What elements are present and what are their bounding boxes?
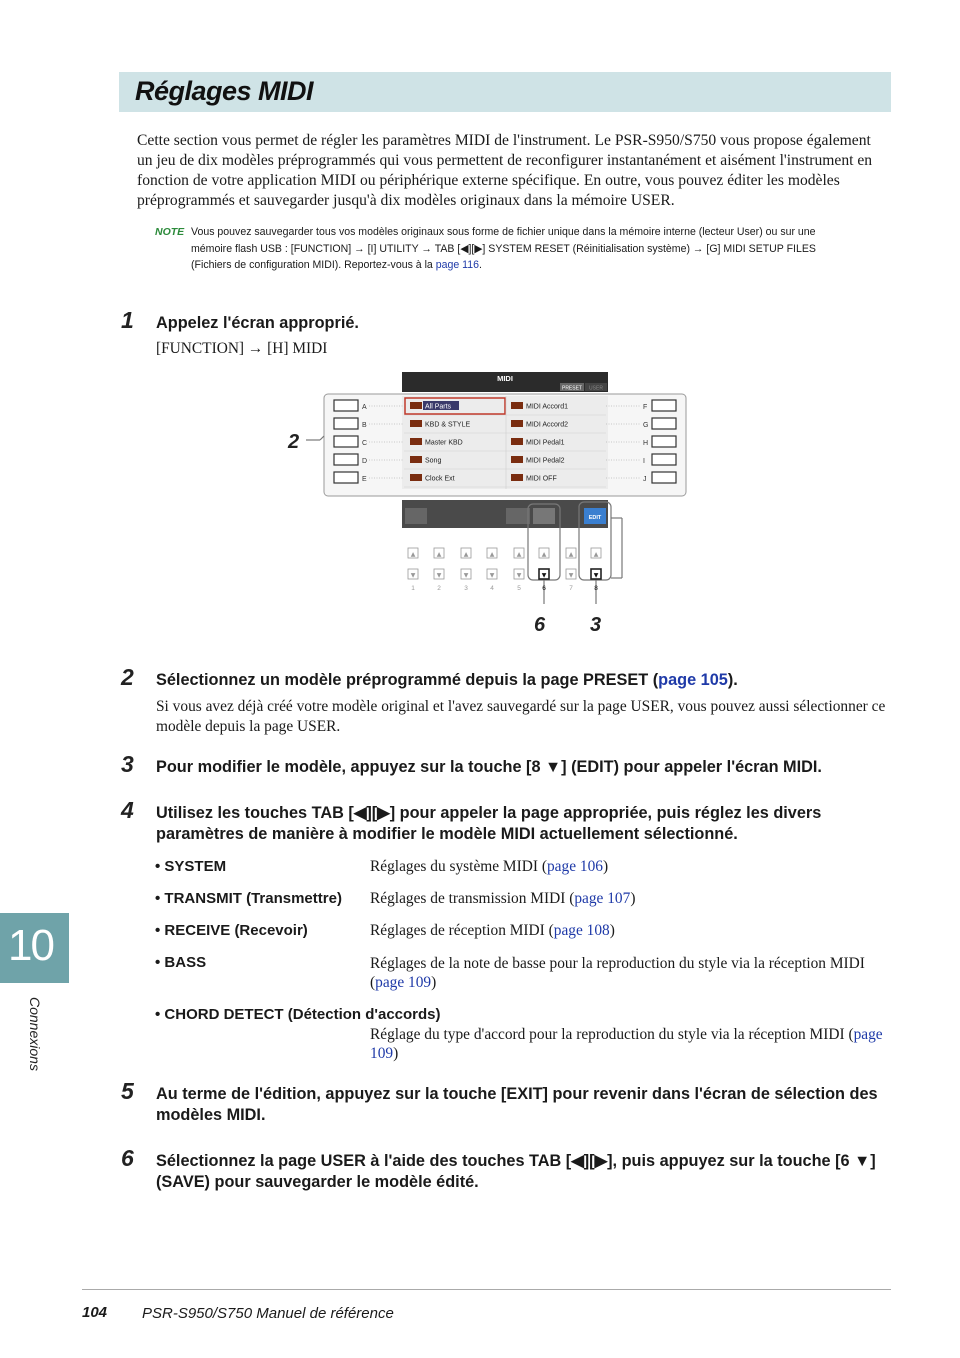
param-transmit-link[interactable]: page 107	[574, 890, 631, 907]
tab-preset-label: PRESET	[561, 385, 583, 392]
midi-icon	[511, 420, 523, 427]
param-chord-end: )	[393, 1045, 399, 1062]
step-2-page-link[interactable]: page 105	[658, 671, 728, 689]
chapter-name: Connexions	[27, 997, 43, 1071]
step-6-number: 6	[121, 1145, 134, 1171]
button-number-2: 2	[437, 585, 441, 592]
letter-g: G	[643, 422, 649, 429]
save-slot	[533, 508, 555, 524]
letter-f: F	[643, 404, 648, 411]
step-2-number: 2	[121, 664, 134, 690]
step-1-heading: Appelez l'écran approprié.	[156, 314, 359, 332]
letter-a: A	[362, 404, 367, 411]
preset-item-right-1: MIDI Accord1	[526, 403, 569, 411]
midi-screen-diagram	[280, 366, 700, 638]
bottom-slot-5	[506, 508, 530, 524]
edit-label: EDIT	[588, 515, 602, 521]
preset-item-left-1: All Parts	[425, 403, 452, 411]
screen-button-j	[652, 472, 676, 483]
letter-i: I	[643, 458, 645, 465]
down-arrow-icon: ▼	[541, 572, 547, 579]
intro-paragraph: Cette section vous permet de régler les paramètres MIDI de l'instrument. Le PSR-S950/S750 vous propose également un jeu de dix modèles préprogrammés qui vous permettent de reconfigurer instantanément et aisément l'instrument en fonction de votre application MIDI ou périphérique externe spécifique. En outre, vous pouvez éditer les modèles préprogrammés et sauvegarder jusqu'à dix modèles originaux dans la mémoire USER.	[137, 132, 873, 209]
preset-item-right-4: MIDI Pedal2	[526, 457, 565, 465]
preset-item-left-5: Clock Ext	[425, 475, 455, 483]
param-system-text: Réglages du système MIDI (	[370, 858, 547, 875]
param-chord-link[interactable]: page 109	[370, 1026, 883, 1062]
letter-j: J	[643, 476, 647, 483]
down-arrow-icon: ▼	[489, 572, 495, 579]
down-arrow-icon: ▼	[436, 572, 442, 579]
down-arrow-icon: ▼	[568, 572, 574, 579]
screen-button-d	[334, 454, 358, 465]
preset-item-right-2: MIDI Accord2	[526, 421, 569, 429]
param-system-label: • SYSTEM	[155, 858, 227, 875]
chapter-number: 10	[8, 921, 53, 970]
param-bass-end: )	[431, 974, 437, 991]
footer-title: PSR-S950/S750 Manuel de référence	[142, 1305, 394, 1322]
step-5-number: 5	[121, 1078, 134, 1104]
button-number-8: 8	[594, 585, 598, 592]
midi-icon	[511, 456, 523, 463]
letter-d: D	[362, 458, 368, 465]
screen-button-f	[652, 400, 676, 411]
midi-icon	[511, 474, 523, 481]
param-bass-link[interactable]: page 109	[375, 974, 432, 991]
screen-bottom-bar	[402, 500, 608, 528]
letter-h: H	[643, 440, 649, 447]
midi-icon	[410, 456, 422, 463]
screen-button-h	[652, 436, 676, 447]
param-chord-desc	[370, 1025, 890, 1063]
screen-button-b	[334, 418, 358, 429]
up-arrow-icon: ▲	[541, 551, 547, 558]
screen-button-g	[652, 418, 676, 429]
page-title: Réglages MIDI	[135, 76, 314, 106]
step-1-number: 1	[121, 307, 134, 333]
midi-icon	[410, 420, 422, 427]
step-2-body: Si vous avez déjà créé votre modèle original et l'avez sauvegardé sur la page USER, vous pouvez aussi sélectionner ce modèle depuis la page USER.	[156, 698, 886, 735]
button-number-3: 3	[464, 585, 468, 592]
step-2-heading-end: ).	[727, 671, 738, 689]
callout-3: 3	[590, 614, 602, 636]
screen-title: MIDI	[497, 374, 513, 383]
param-receive-label: • RECEIVE (Recevoir)	[155, 922, 308, 939]
tab-user-label: USER	[589, 385, 603, 392]
note-page-link[interactable]: page 116	[435, 259, 480, 271]
down-arrow-icon: ▼	[516, 572, 522, 579]
note-text: Vous pouvez sauvegarder tous vos modèles originaux sous forme de fichier unique dans la mémoire interne (lecteur User) ou sur une mémoire flash USB : [FUNCTION] → [I] UTILITY → TAB [◀][▶] SYSTEM RESET (Réinitialisation système) → [G] MIDI SETUP FILES (Fichiers de configuration MIDI). Reportez-vous à la	[191, 226, 816, 271]
midi-icon	[410, 474, 422, 481]
screen-button-a	[334, 400, 358, 411]
preset-item-right-3: MIDI Pedal1	[526, 439, 565, 447]
screen-button-c	[334, 436, 358, 447]
footer-page-number: 104	[82, 1304, 108, 1321]
step-4-number: 4	[121, 797, 134, 823]
midi-icon	[410, 438, 422, 445]
preset-item-right-5: MIDI OFF	[526, 475, 557, 483]
preset-item-left-4: Song	[425, 457, 442, 465]
footer-rule	[82, 1289, 891, 1290]
down-arrow-icon: ▼	[463, 572, 469, 579]
step-2-heading	[156, 670, 886, 691]
param-bass-desc	[370, 954, 890, 992]
param-chord-text: Réglage du type d'accord pour la reproduction du style via la réception MIDI (	[370, 1026, 854, 1043]
preset-item-left-2: KBD & STYLE	[425, 421, 471, 429]
param-chord-label: • CHORD DETECT (Détection d'accords)	[155, 1006, 441, 1023]
up-arrow-icon: ▲	[593, 551, 599, 558]
up-arrow-icon: ▲	[410, 551, 416, 558]
step-4-heading: Utilisez les touches TAB [◀][▶] pour appeler la page appropriée, puis réglez les divers paramètres de manière à modifier le modèle MIDI actuellement sélectionné.	[156, 804, 822, 843]
step-5-heading: Au terme de l'édition, appuyez sur la touche [EXIT] pour revenir dans l'écran de sélection des modèles MIDI.	[156, 1085, 878, 1124]
param-system-desc	[370, 857, 890, 876]
param-transmit-label: • TRANSMIT (Transmettre)	[155, 890, 342, 907]
button-number-1: 1	[411, 585, 415, 592]
preset-item-left-3: Master KBD	[425, 439, 463, 447]
up-arrow-icon: ▲	[568, 551, 574, 558]
button-number-6: 6	[542, 585, 546, 592]
screen-button-i	[652, 454, 676, 465]
button-number-7: 7	[569, 585, 573, 592]
bottom-slot-1	[405, 508, 427, 524]
param-receive-desc	[370, 921, 890, 940]
section-title-bar	[119, 72, 891, 112]
param-transmit-text: Réglages de transmission MIDI (	[370, 890, 575, 907]
up-arrow-icon: ▲	[489, 551, 495, 558]
param-receive-link[interactable]: page 108	[553, 922, 610, 939]
up-arrow-icon: ▲	[463, 551, 469, 558]
letter-b: B	[362, 422, 367, 429]
param-receive-end: )	[609, 922, 615, 939]
chapter-tab	[0, 913, 69, 983]
note-tag: NOTE	[155, 226, 185, 238]
step-1-body: [FUNCTION] → [H] MIDI	[156, 340, 328, 357]
param-bass-label: • BASS	[155, 954, 207, 971]
param-system-end: )	[602, 858, 609, 875]
step-3-heading: Pour modifier le modèle, appuyez sur la touche [8 ▼] (EDIT) pour appeler l'écran MIDI.	[156, 758, 822, 776]
letter-e: E	[362, 476, 367, 483]
step-6-heading: Sélectionnez la page USER à l'aide des touches TAB [◀][▶], puis appuyez sur la touche [6 ▼] (SAVE) pour sauvegarder le modèle édité.	[156, 1152, 876, 1191]
button-number-5: 5	[517, 585, 521, 592]
down-arrow-icon: ▼	[410, 572, 416, 579]
down-arrow-icon: ▼	[593, 572, 599, 579]
param-system-link[interactable]: page 106	[546, 858, 603, 875]
callout-2: 2	[288, 431, 300, 453]
midi-icon	[511, 438, 523, 445]
note-paragraph	[191, 224, 853, 274]
param-receive-text: Réglages de réception MIDI (	[370, 922, 554, 939]
step-3-number: 3	[121, 751, 134, 777]
callout-6: 6	[534, 614, 546, 636]
param-bass-text: Réglages de la note de basse pour la reproduction du style via la réception MIDI (	[370, 955, 865, 991]
up-arrow-icon: ▲	[516, 551, 522, 558]
step-2-heading-text: Sélectionnez un modèle préprogrammé depuis la page PRESET (	[156, 671, 659, 689]
param-transmit-desc	[370, 889, 890, 908]
letter-c: C	[362, 440, 368, 447]
param-transmit-end: )	[630, 890, 636, 907]
screen-button-e	[334, 472, 358, 483]
note-end: .	[479, 259, 482, 271]
midi-icon	[511, 402, 523, 409]
midi-icon	[410, 402, 422, 409]
button-number-4: 4	[490, 585, 494, 592]
up-arrow-icon: ▲	[436, 551, 442, 558]
